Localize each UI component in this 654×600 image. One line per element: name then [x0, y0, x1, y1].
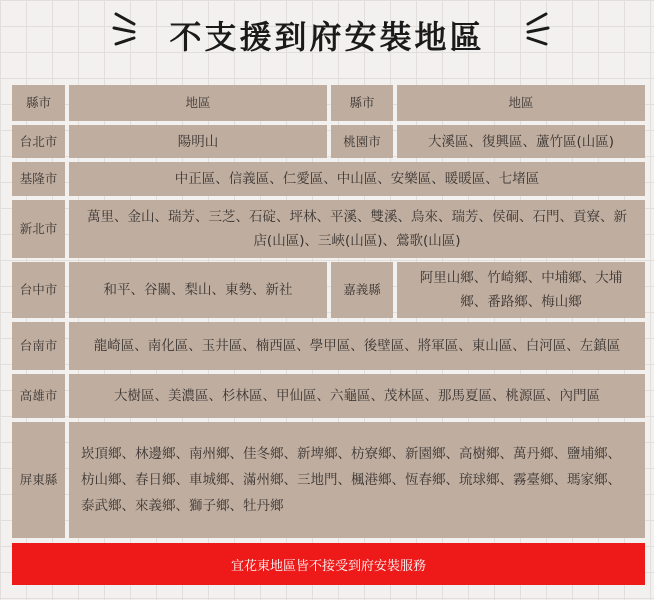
header-county-2: 縣市	[331, 85, 393, 121]
area-cell: 大溪區、復興區、蘆竹區(山區)	[397, 125, 645, 158]
area-cell: 阿里山鄉、竹崎鄉、中埔鄉、大埔鄉、番路鄉、梅山鄉	[397, 262, 645, 318]
page-title: 不支援到府安裝地區	[169, 18, 485, 56]
county-cell: 桃園市	[331, 125, 393, 158]
area-cell: 和平、谷關、梨山、東勢、新社	[69, 262, 327, 318]
county-cell: 新北市	[12, 200, 65, 258]
county-cell: 嘉義縣	[331, 262, 393, 318]
sparkle-right-icon	[522, 8, 552, 52]
header-area: 地區	[69, 85, 327, 121]
area-cell: 中正區、信義區、仁愛區、中山區、安樂區、暖暖區、七堵區	[69, 162, 645, 196]
area-cell: 大樹區、美濃區、杉林區、甲仙區、六龜區、茂林區、那馬夏區、桃源區、內門區	[69, 374, 645, 418]
county-cell: 台中市	[12, 262, 65, 318]
area-cell: 陽明山	[69, 125, 327, 158]
area-cell: 龍崎區、南化區、玉井區、楠西區、學甲區、後壁區、將軍區、東山區、白河區、左鎮區	[69, 322, 645, 370]
county-cell: 台南市	[12, 322, 65, 370]
county-cell: 高雄市	[12, 374, 65, 418]
county-cell: 台北市	[12, 125, 65, 158]
area-cell: 萬里、金山、瑞芳、三芝、石碇、坪林、平溪、雙溪、烏來、瑞芳、侯硐、石門、貢寮、新店(山區)、三峽(山區)、鶯歌(山區)	[69, 200, 645, 258]
title-area	[0, 0, 654, 78]
county-cell: 屏東縣	[12, 422, 65, 538]
area-cell: 崁頂鄉、林邊鄉、南州鄉、佳冬鄉、新埤鄉、枋寮鄉、新園鄉、高樹鄉、萬丹鄉、鹽埔鄉、枋山鄉、春日鄉、車城鄉、滿州鄉、三地門、楓港鄉、恆春鄉、琉球鄉、霧臺鄉、瑪家鄉、泰武鄉、來義鄉、獅子鄉、牡丹鄉	[69, 422, 645, 538]
header-area-2: 地區	[397, 85, 645, 121]
footer-banner: 宜花東地區皆不接受到府安裝服務	[12, 543, 645, 585]
county-cell: 基隆市	[12, 162, 65, 196]
header-county: 縣市	[12, 85, 65, 121]
